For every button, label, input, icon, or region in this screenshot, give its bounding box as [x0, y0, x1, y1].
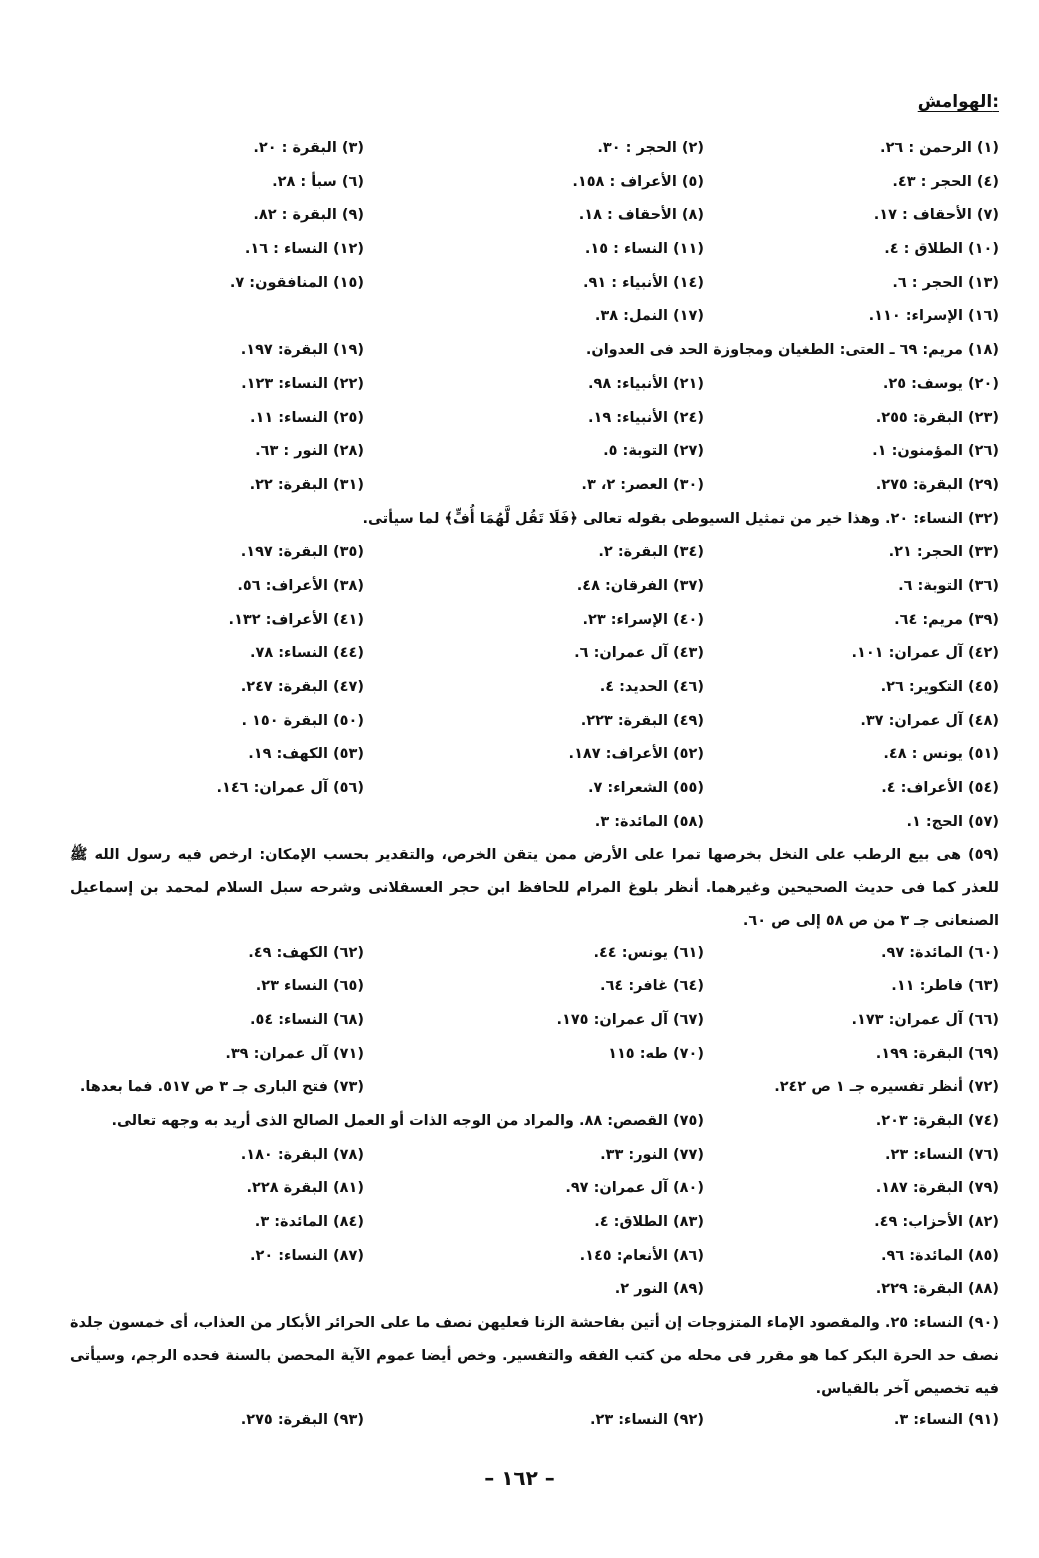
- footnote-entry: (٢٣) البقرة: ٢٥٥.: [875, 409, 999, 426]
- footnote-entry: (٧١) آل عمران: ٣٩.: [225, 1045, 364, 1062]
- footnote-row: [70, 406, 999, 440]
- footnote-entry: (٥٣) الكهف: ١٩.: [248, 746, 364, 763]
- footnote-entry: (٣٢) النساء: ٢٠. وهذا خير من تمثيل السيوطى بقوله تعالى ﴿فَلَا تَقُل لَّهُمَا أُفٍّ﴾ لما سيأتى.: [362, 510, 999, 527]
- footnote-entry: (٧٥) القصص: ٨٨. والمراد من الوجه الذات أو العمل الصالح الذى أريد به وجهه تعالى.: [111, 1112, 704, 1129]
- footnote-entry: (٤٥) التكوير: ٢٦.: [880, 679, 999, 695]
- footnote-row: [70, 608, 999, 642]
- footnote-row: [70, 974, 999, 1008]
- footnote-entry: (١٤) الأنبياء : ٩١.: [582, 274, 704, 291]
- footnote-entry: (١١) النساء : ١٥.: [584, 241, 704, 258]
- footnote-entry: (٨) الأحقاف : ١٨.: [578, 207, 704, 224]
- footnote-entry: (٦٦) آل عمران: ١٧٣.: [851, 1011, 999, 1028]
- footnote-entry: (٨١) البقرة ٢٢٨.: [246, 1180, 364, 1197]
- footnote-row: [70, 1210, 999, 1244]
- footnote-entry: (٦٩) البقرة: ١٩٩.: [875, 1045, 999, 1062]
- footnote-row: [70, 203, 999, 237]
- footnotes-heading: الهوامش:: [917, 92, 999, 112]
- footnote-entry: (٧٧) النور: ٣٣.: [600, 1146, 704, 1163]
- footnote-entry: (٤٠) الإسراء: ٢٣.: [582, 611, 704, 628]
- footnote-paragraph: (٩٠) النساء: ٢٥. والمقصود الإماء المتزوجات إن أتين بفاحشة الزنا فعليهن نصف ما على الحرائر الأبكار من العذاب، أى خمسون جلدة نصف حد الحرة البكر كما هو مقرر فى محله من كتب الفقه والتفسير. وخص أيضا عموم الآية المحصن بالسنة فحده الرجم، وسيأتى فيه تخصيص آخر بالقياس.: [70, 1315, 999, 1398]
- footnote-entry: (٥٦) آل عمران: ١٤٦.: [216, 780, 364, 797]
- footnote-entry: (٤٨) آل عمران: ٣٧.: [860, 712, 999, 729]
- footnote-row: [70, 136, 999, 170]
- footnote-row: [70, 1408, 999, 1442]
- footnote-entry: (٣١) البقرة: ٢٢.: [249, 476, 364, 493]
- footnote-row: [70, 1109, 999, 1143]
- footnote-entry: (٣٩) مريم: ٦٤.: [894, 611, 999, 628]
- footnote-entry: (٧٨) البقرة: ١٨٠.: [240, 1146, 364, 1163]
- footnote-row: [70, 742, 999, 776]
- footnote-entry: (٨٦) الأنعام: ١٤٥.: [579, 1247, 704, 1264]
- footnote-row: [70, 271, 999, 305]
- footnote-entry: (٤١) الأعراف: ١٣٢.: [228, 611, 364, 628]
- footnote-entry: (٤٤) النساء: ٧٨.: [249, 645, 364, 662]
- footnote-row: [70, 540, 999, 574]
- footnote-entry: (٩) البقرة : ٨٢.: [253, 207, 364, 224]
- footnote-entry: (٩٣) البقرة: ٢٧٥.: [240, 1412, 364, 1429]
- footnote-row: [70, 1075, 999, 1109]
- footnote-entry: (٥٨) المائدة: ٣.: [594, 813, 704, 830]
- footnote-entry: (٥٤) الأعراف: ٤.: [881, 780, 999, 797]
- footnote-entry: (٧) الأحقاف : ١٧.: [873, 207, 999, 224]
- footnote-entry: (٧٢) أنظر تفسيره جـ ١ ص ٢٤٢.: [774, 1079, 999, 1096]
- footnote-entry: (٧٣) فتح البارى جـ ٣ ص ٥١٧. فما بعدها.: [79, 1079, 364, 1096]
- footnote-entry: (٢٢) النساء: ١٢٣.: [241, 375, 364, 392]
- footnote-entry: (١٥) المنافقون: ٧.: [229, 274, 364, 291]
- footnote-row: [70, 507, 999, 541]
- footnote-entry: (٥٧) الحج: ١.: [906, 813, 999, 830]
- footnote-entry: (١٠) الطلاق : ٤.: [884, 241, 999, 258]
- footnote-entry: (٤٦) الحديد: ٤.: [599, 679, 704, 695]
- footnote-entry: (١٧) النمل: ٣٨.: [594, 308, 704, 325]
- footnote-entry: (٤٧) البقرة: ٢٤٧.: [240, 679, 364, 695]
- footnote-entry: (٣٥) البقرة: ١٩٧.: [240, 544, 364, 561]
- footnote-entry: (٤٩) البقرة: ٢٢٣.: [580, 712, 704, 729]
- footnote-entry: (٢٧) التوبة: ٥.: [603, 443, 704, 460]
- footnote-entry: (٣٤) البقرة: ٢.: [598, 544, 704, 561]
- footnote-row: [70, 709, 999, 743]
- footnote-entry: (٨٧) النساء: ٢٠.: [249, 1247, 364, 1264]
- footnote-entry: (٤) الحجر : ٤٣.: [892, 173, 999, 190]
- footnote-entry: (٨٥) المائدة: ٩٦.: [880, 1247, 999, 1264]
- footnote-row: [70, 641, 999, 675]
- footnote-entry: (٣) البقرة : ٢٠.: [253, 140, 364, 156]
- footnote-entry: (٩١) النساء: ٣.: [893, 1412, 999, 1429]
- footnote-row: [70, 372, 999, 406]
- footnote-row: [70, 170, 999, 204]
- footnote-entry: (٢) الحجر : ٣٠.: [597, 140, 704, 156]
- footnote-row: [70, 776, 999, 810]
- footnote-entry: (٥٠) البقرة ١٥٠ .: [241, 712, 364, 729]
- footnote-entry: (٧٠) طه: ١١٥: [608, 1045, 704, 1062]
- footnote-entry: (٣٠) العصر: ٢، ٣.: [581, 476, 704, 493]
- footnote-entry: (٦١) يونس: ٤٤.: [593, 944, 704, 961]
- footnote-entry: (٤٣) آل عمران: ٦.: [574, 645, 704, 662]
- footnote-entry: (٧٩) البقرة: ١٨٧.: [875, 1180, 999, 1197]
- footnote-entry: (٦٨) النساء: ٥٤.: [249, 1011, 364, 1028]
- footnote-entry: (٦٣) فاطر: ١١.: [891, 978, 999, 995]
- footnote-entry: (٣٦) التوبة: ٦.: [898, 577, 999, 594]
- footnote-entry: (٧٦) النساء: ٢٣.: [884, 1146, 999, 1163]
- footnote-row: [70, 1244, 999, 1278]
- footnote-row: [70, 574, 999, 608]
- footnote-row: [70, 304, 999, 338]
- footnote-entry: (٥٢) الأعراف: ١٨٧.: [568, 746, 704, 763]
- footnote-entry: (٦٠) المائدة: ٩٧.: [880, 944, 999, 961]
- footnote-entry: (٨٨) البقرة: ٢٢٩.: [875, 1281, 999, 1298]
- footnote-entry: (٢٩) البقرة: ٢٧٥.: [875, 476, 999, 493]
- footnote-row: [70, 439, 999, 473]
- footnote-entry: (٦٤) غافر: ٦٤.: [600, 978, 704, 995]
- footnote-entry: (٢١) الأنبياء: ٩٨.: [588, 375, 704, 392]
- footnote-entry: (٢٥) النساء: ١١.: [249, 409, 364, 426]
- footnote-entry: (١٦) الإسراء: ١١٠.: [868, 308, 999, 325]
- footnote-entry: (٣٣) الحجر: ٢١.: [888, 544, 999, 561]
- footnote-entry: (٢٨) النور : ٦٣.: [255, 443, 364, 460]
- footnote-paragraph: (٥٩) هى بيع الرطب على النخل بخرصها تمرا على الأرض ممن يتقن الخرص، والتقدير بحسب الإمكان: ارخص فيه رسول الله ﷺ للعذر كما فى حديث الصحيحين وغيرهما. أنظر بلوغ المرام للحافظ ابن حجر العسقلانى وشرحه سبل السلام لمحمد بن إسماعيل الصنعانى جـ ٣ من ص ٥٨ إلى ص ٦٠.: [70, 847, 999, 930]
- footnote-row: [70, 1277, 999, 1311]
- footnotes-list: [70, 136, 999, 1442]
- footnote-entry: (١٩) البقرة: ١٩٧.: [240, 342, 364, 359]
- footnote-entry: (٨٤) المائدة: ٣.: [254, 1214, 364, 1231]
- footnote-entry: (٨٩) النور ٢.: [614, 1281, 704, 1298]
- footnote-entry: (٣٧) الفرقان: ٤٨.: [576, 577, 704, 594]
- footnote-entry: (٨٢) الأحزاب: ٤٩.: [874, 1214, 999, 1231]
- footnote-row: [70, 1042, 999, 1076]
- footnote-entry: (١) الرحمن : ٢٦.: [880, 140, 999, 156]
- footnote-entry: (١٣) الحجر : ٦.: [892, 274, 999, 291]
- footnote-entry: (٢٠) يوسف: ٢٥.: [882, 375, 999, 392]
- page-number: – ١٦٢ –: [484, 1466, 555, 1490]
- footnote-entry: (٦) سبأ : ٢٨.: [272, 173, 364, 190]
- footnote-entry: (٣٨) الأعراف: ٥٦.: [237, 577, 364, 594]
- footnote-entry: (٢٦) المؤمنون: ١.: [872, 443, 999, 460]
- footnote-entry: (٦٢) الكهف: ٤٩.: [248, 944, 364, 961]
- footnote-entry: (٦٥) النساء ٢٣.: [255, 978, 364, 995]
- footnote-entry: (٨٣) الطلاق: ٤.: [594, 1214, 704, 1231]
- footnote-entry: (١٢) النساء : ١٦.: [244, 241, 364, 258]
- footnote-row: [70, 1176, 999, 1210]
- footnote-row: [70, 1008, 999, 1042]
- footnote-row: [70, 338, 999, 372]
- footnote-entry: (٩٢) النساء: ٢٣.: [589, 1412, 704, 1429]
- footnote-entry: (٤٢) آل عمران: ١٠١.: [851, 645, 999, 662]
- footnote-row: [70, 473, 999, 507]
- footnote-row: [70, 675, 999, 709]
- footnote-entry: (٥٥) الشعراء: ٧.: [588, 780, 704, 797]
- footnote-entry: (٧٤) البقرة: ٢٠٣.: [875, 1112, 999, 1129]
- footnote-entry: (٥١) يونس : ٤٨.: [883, 746, 999, 763]
- footnote-entry: (١٨) مريم: ٦٩ ـ العتى: الطغيان ومجاوزة الحد فى العدوان.: [585, 342, 999, 359]
- footnote-entry: (٦٧) آل عمران: ١٧٥.: [556, 1011, 704, 1028]
- footnote-row: [70, 237, 999, 271]
- footnote-row: [70, 810, 999, 844]
- footnote-entry: (٥) الأعراف : ١٥٨.: [572, 173, 704, 190]
- footnote-entry: (٢٤) الأنبياء: ١٩.: [588, 409, 704, 426]
- footnote-row: [70, 941, 999, 975]
- footnote-entry: (٨٠) آل عمران: ٩٧.: [565, 1180, 704, 1197]
- footnote-row: [70, 1143, 999, 1177]
